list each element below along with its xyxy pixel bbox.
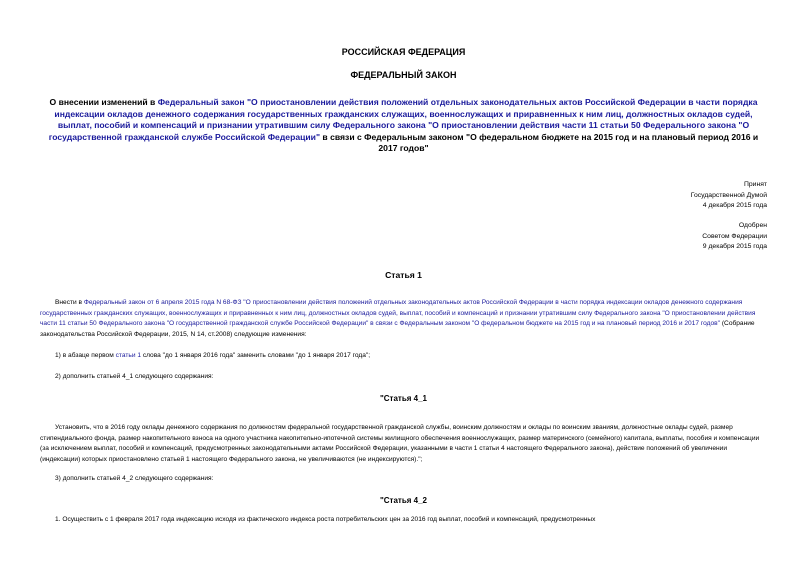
adopted-body: Государственной Думой (690, 191, 767, 199)
article-1-heading: Статья 1 (385, 270, 422, 280)
adopted-label: Принят (743, 181, 767, 188)
article-4-2-heading: "Статья 4_2 (379, 496, 427, 505)
intro-text-end: (Собрание законодательства Российской Федерации, 2015, N 14, ст.2008) следующие изменения: (40, 320, 755, 338)
item-1-article-link[interactable]: статьи 1 (115, 352, 141, 359)
article-4-1-heading: "Статья 4_1 (379, 394, 427, 403)
item-1 (40, 351, 767, 362)
item-2: 2) дополнить статьей 4_1 следующего содержания: (55, 373, 214, 380)
approved-label: Одобрен (738, 222, 767, 229)
intro-law-link[interactable]: Федеральный закон от 6 апреля 2015 года N 68-ФЗ "О приостановлении действия положений отдельных законодательных актов Российской Федерации в части порядка индексации окладов денежного содержания государственных гражданских служащих, военнослужащих и приравненных к ним лиц, должностных окладов судей, выплат, пособий и компенсаций и признании утратившим силу Федерального закона "О приостановлении действия части 11 статьи 50 Федерального закона "О государственной гражданской службе Российской Федерации" в связи с Федеральным законом "О федеральном бюджете на 2015 год и на плановый период 2016 и 2017 годов" (40, 299, 756, 327)
header-federation: РОССИЙСКАЯ ФЕДЕРАЦИЯ (341, 47, 466, 57)
article-4-1-text: Установить, что в 2016 году оклады денежного содержания по должностям федеральной государственной гражданской службы, воинским должностям и оклады по воинским званиям, должностные оклады судей, размер стипендиального фонда, размер накопительного взноса на одного участника накопительно-ипотечной системы жилищного обеспечения военнослужащих, размер материнского (семейного) капитала, выплаты, пособия и компенсации (за исключением выплат, пособий и компенсаций, предусмотренных законодательными актами Российской Федерации, указанными в части 1 статьи 4 настоящего Федерального закона), действие положений об увеличении (индексации) которых приостановлено статьей 1 настоящего Федерального закона, не увеличиваются (не индексируются)."; (40, 424, 760, 463)
law-title (40, 97, 767, 155)
item-1-text-end: слова "до 1 января 2016 года" заменить словами "до 1 января 2017 года"; (141, 352, 371, 359)
approved-date: 9 декабря 2015 года (702, 243, 767, 250)
item-3: 3) дополнить статьей 4_2 следующего содержания: (55, 475, 214, 482)
article-1-intro (40, 298, 767, 340)
item-1-text-start: 1) в абзаце первом (55, 352, 116, 359)
article-4-2-text: 1. Осуществить с 1 февраля 2017 года индексацию исходя из фактического индекса роста потребительских цен за 2016 год выплат, пособий и компенсаций, предусмотренных (55, 516, 596, 523)
intro-text-start: Внести в (55, 299, 84, 306)
adopted-date: 4 декабря 2015 года (702, 202, 767, 209)
approved-body: Советом Федерации (702, 232, 767, 240)
title-law-link[interactable]: Федеральный закон "О приостановлении действия положений отдельных законодательных актов Российской Федерации в части порядка индексации окладов денежного содержания государственных гражданских служащих, военнослужащих и приравненных к ним лиц, должностных окладов судей, выплат, пособий и компенсаций и признании утратившим силу Федерального закона "О приостановлении действия части 11 статьи 50 Федерального закона "О государственной гражданской службе Российской Федерации" (48, 97, 758, 142)
title-text-end: в связи с Федеральным законом "О федеральном бюджете на 2015 год и на плановый период 2016 и 2017 годов" (320, 131, 759, 154)
approved-block (702, 221, 767, 253)
header-law-type: ФЕДЕРАЛЬНЫЙ ЗАКОН (350, 70, 457, 80)
adopted-block (691, 180, 767, 212)
title-text-start: О внесении изменений в (49, 97, 158, 107)
